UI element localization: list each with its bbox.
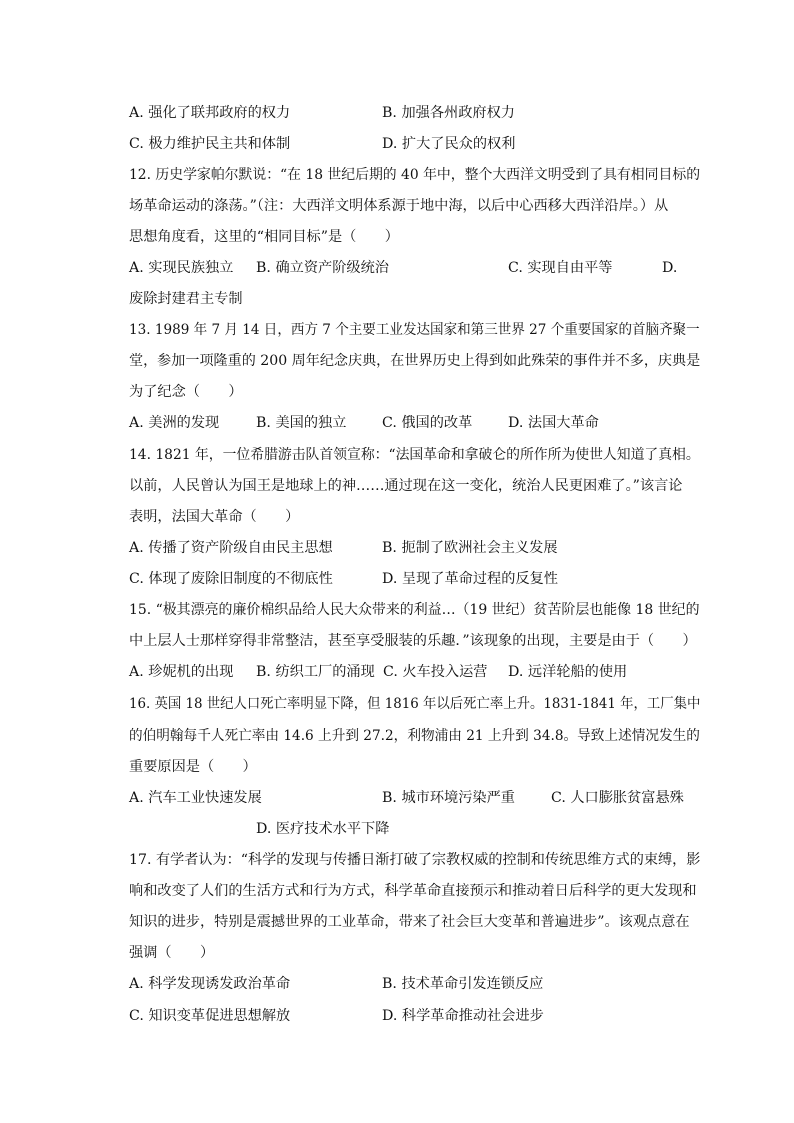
q14-option-c: C. 体现了废除旧制度的不彻底性 [129, 571, 333, 587]
q15-option-d: D. 远洋轮船的使用 [508, 664, 628, 680]
q17-stem-line-1: 17. 有学者认为：“科学的发现与传播日渐打破了宗教权威的控制和传统思维方式的束缚，影 [129, 852, 701, 868]
q12-option-d-label: D. [662, 260, 678, 276]
q12-stem-line-3: 思想角度看，这里的“相同目标”是（ ） [129, 229, 399, 245]
q15-option-c: C. 火车投入运营 [383, 664, 488, 680]
q16-option-c: C. 人口膨胀贫富悬殊 [551, 790, 684, 806]
q12-stem-line-1: 12. 历史学家帕尔默说：“在 18 世纪后期的 40 年中，整个大西洋文明受到了具有相同目标的 [129, 167, 701, 183]
q16-stem-line-1: 16. 英国 18 世纪人口死亡率明显下降，但 1816 年以后死亡率上升。1831-1841 年，工厂集中 [129, 696, 701, 712]
q16-option-b: B. 城市环境污染严重 [382, 790, 515, 806]
q14-option-a: A. 传播了资产阶级自由民主思想 [129, 540, 333, 556]
q17-option-b: B. 技术革命引发连锁反应 [382, 976, 544, 992]
q12-option-b: B. 确立资产阶级统治 [256, 260, 389, 276]
q14-option-b: B. 扼制了欧洲社会主义发展 [382, 540, 558, 556]
q11-option-a: A. 强化了联邦政府的权力 [129, 105, 291, 121]
q12-option-a: A. 实现民族独立 [129, 260, 234, 276]
q13-stem-line-3: 为了纪念（ ） [129, 384, 243, 400]
q17-option-c: C. 知识变革促进思想解放 [129, 1008, 291, 1024]
q12-option-c: C. 实现自由平等 [508, 260, 613, 276]
q17-stem-line-4: 强调（ ） [129, 945, 215, 961]
q17-stem-line-3: 知识的进步，特别是震撼世界的工业革命，带来了社会巨大变革和普遍进步”。该观点意在 [129, 914, 690, 930]
q13-option-c: C. 俄国的改革 [382, 415, 473, 431]
q14-stem-line-1: 14. 1821 年，一位希腊游击队首领宣称：“法国革命和拿破仑的所作所为使世人知道了真相。 [129, 447, 700, 463]
q13-stem-line-2: 堂，参加一项隆重的 200 周年纪念庆典，在世界历史上得到如此殊荣的事件并不多，庆典是 [129, 353, 701, 369]
q11-option-b: B. 加强各州政府权力 [382, 105, 515, 121]
q11-option-d: D. 扩大了民众的权利 [382, 136, 516, 152]
q15-stem-line-2: 中上层人士那样穿得非常整洁，甚至享受服装的乐趣．”该现象的出现，主要是由于（ ） [129, 633, 697, 649]
q13-option-b: B. 美国的独立 [256, 415, 347, 431]
q16-stem-line-2: 的伯明翰每千人死亡率由 14.6 上升到 27.2，利物浦由 21 上升到 34.8。导致上述情况发生的 [129, 728, 700, 744]
q12-stem-line-2: 场革命运动的涤荡。”（注：大西洋文明体系源于地中海，以后中心西移大西洋沿岸。）从 [129, 198, 669, 214]
q14-stem-line-3: 表明，法国大革命（ ） [129, 509, 300, 525]
q13-option-d: D. 法国大革命 [508, 415, 599, 431]
q15-option-b: B. 纺织工厂的涌现 [256, 664, 375, 680]
q12-option-d-text: 废除封建君主专制 [129, 291, 243, 307]
q15-stem-line-1: 15. “极其漂亮的廉价棉织品给人民大众带来的利益…（19 世纪）贫苦阶层也能像 18 世纪的 [129, 602, 700, 618]
q13-stem-line-1: 13. 1989 年 7 月 14 日，西方 7 个主要工业发达国家和第三世界 27 个重要国家的首脑齐聚一 [129, 322, 700, 338]
q17-option-d: D. 科学革命推动社会进步 [382, 1008, 544, 1024]
q17-stem-line-2: 响和改变了人们的生活方式和行为方式，科学革命直接预示和推动着日后科学的更大发现和 [129, 883, 697, 899]
q11-option-c: C. 极力维护民主共和体制 [129, 136, 291, 152]
q14-option-d: D. 呈现了革命过程的反复性 [382, 571, 558, 587]
q16-option-a: A. 汽车工业快速发展 [129, 790, 262, 806]
q16-option-d: D. 医疗技术水平下降 [256, 821, 390, 837]
q13-option-a: A. 美洲的发现 [129, 415, 220, 431]
q16-stem-line-3: 重要原因是（ ） [129, 759, 257, 775]
q15-option-a: A. 珍妮机的出现 [129, 664, 234, 680]
q14-stem-line-2: 以前，人民曾认为国王是地球上的神……通过现在这一变化，统治人民更困难了。”该言论 [129, 478, 683, 494]
q17-option-a: A. 科学发现诱发政治革命 [129, 976, 291, 992]
